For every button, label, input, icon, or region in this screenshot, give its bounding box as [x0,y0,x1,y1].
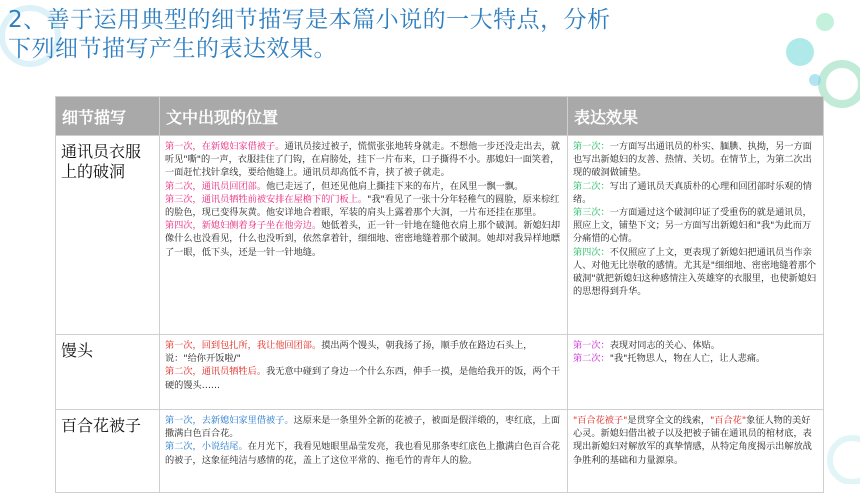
detail-cell: 通讯员衣服上的破洞 [56,136,160,335]
detail-cell: 百合花被子 [56,410,160,493]
header-position: 文中出现的位置 [160,97,568,136]
effect-item: 第四次：不仅照应了上文，更表现了新媳妇把通讯员当作亲人、对他无比崇敬的感情。尤其是"细细地、密密地缝着那个破洞"就把新媳妇这种感情注入英雄穿的衣服里，也使新媳妇的思想得到升华。 [573,246,817,298]
header-effect: 表达效果 [568,97,824,136]
position-item: 第一次，在新媳妇家借被子。通讯员接过被子，慌慌张张地转身就走。不想他一步还没走出去，就听见"嘶"的一声，衣服挂住了门钩，在肩膀处，挂下一片布来，口子撕得不小。那媳妇一面笑着，一面赶忙找针拿线，要给他缝上。通讯员却高低不肯，挟了被子就走。 [165,141,561,179]
table-header-row [56,97,824,136]
title-line-2: 下列细节描写产生的表达效果。 [8,36,337,62]
position-item: 第四次，新媳妇侧着身子坐在他旁边。她低着头，正一针一针地在缝他衣肩上那个破洞。新媳妇却像什么也没看见，什么也没听到，依然拿着针，细细地、密密地缝着那个破洞。她却对我异样地瞟了一眼，低下头，还是一针一针地缝。 [165,220,561,258]
effect-item: 第三次：一方面通过这个破洞印证了受重伤的就是通讯员，照应上文，铺垫下文；另一方面写出新媳妇和"我"为此而万分痛惜的心情。 [573,207,812,245]
effect-item: 第一次：表现对同志的关心、体贴。 [573,340,720,351]
effect-cell [568,335,824,410]
position-item: 第二次，通讯员牺牲后。我无意中碰到了身边一个什么东西，伸手一摸，是他给我开的饭，两个干硬的馒头…… [165,366,561,391]
effect-item: 第二次："我"托物思人，物在人亡，让人悲痛。 [573,353,766,365]
effect-item: 第二次：写出了通讯员天真质朴的心理和回团部时乐观的情绪。 [573,180,812,205]
table-row [56,136,824,335]
position-cell [160,335,568,410]
position-item: 第三次，通讯员牺牲前被安排在屋檐下的门板上。"我"看见了一张十分年轻稚气的圆脸，原来棕红的脸色，现已变得灰黄。他安详地合着眼，军装的肩头上露着那个大洞，一片布还挂在那里。 [165,193,560,219]
header-detail: 细节描写 [56,97,160,136]
position-item: 第二次，通讯员回团部。他已走远了，但还见他肩上撕挂下来的布片，在风里一飘一飘。 [165,180,524,192]
slide-title [8,6,688,64]
table-row [56,335,824,410]
position-cell [160,136,568,335]
position-item: 第一次，回到包扎所，我让他回团部。摸出两个馒头，朝我扬了扬，顺手放在路边石头上，说："给你开饭啦/" [165,340,533,365]
effect-cell [568,410,824,493]
analysis-table [55,96,824,493]
title-line-1: 2、善于运用典型的细节描写是本篇小说的一大特点，分析 [8,7,611,33]
detail-cell: 馒头 [56,335,160,410]
position-cell [160,410,568,493]
effect-cell [568,136,824,335]
position-item: 第二次，小说结尾。在月光下，我看见她眼里晶莹发亮，我也看见那条枣红底色上撒满白色百合花的被子，这象征纯洁与感情的花，盖上了这位平常的、拖毛竹的青年人的脸。 [165,441,561,466]
effect-item: 第一次：一方面写出通讯员的朴实、腼腆、执拗，另一方面也写出新媳妇的友善、热情、关切。在情节上，为第二次出现的破洞做铺垫。 [573,141,812,179]
position-item: 第一次，去新媳妇家里借被子。这原来是一条里外全新的花被子，被面是假洋缎的，枣红底，上面撒满白色百合花。 [165,415,561,440]
table-row [56,410,824,493]
effect-item: "百合花被子"是贯穿全文的线索，"百合花"象征人物的美好心灵。新媳妇借出被子以及把被子铺在通讯员的棺材底，表现出新媳妇对解放军的真挚情感，从特定角度揭示出解放战争胜利的基础和力量源泉。 [573,415,812,466]
